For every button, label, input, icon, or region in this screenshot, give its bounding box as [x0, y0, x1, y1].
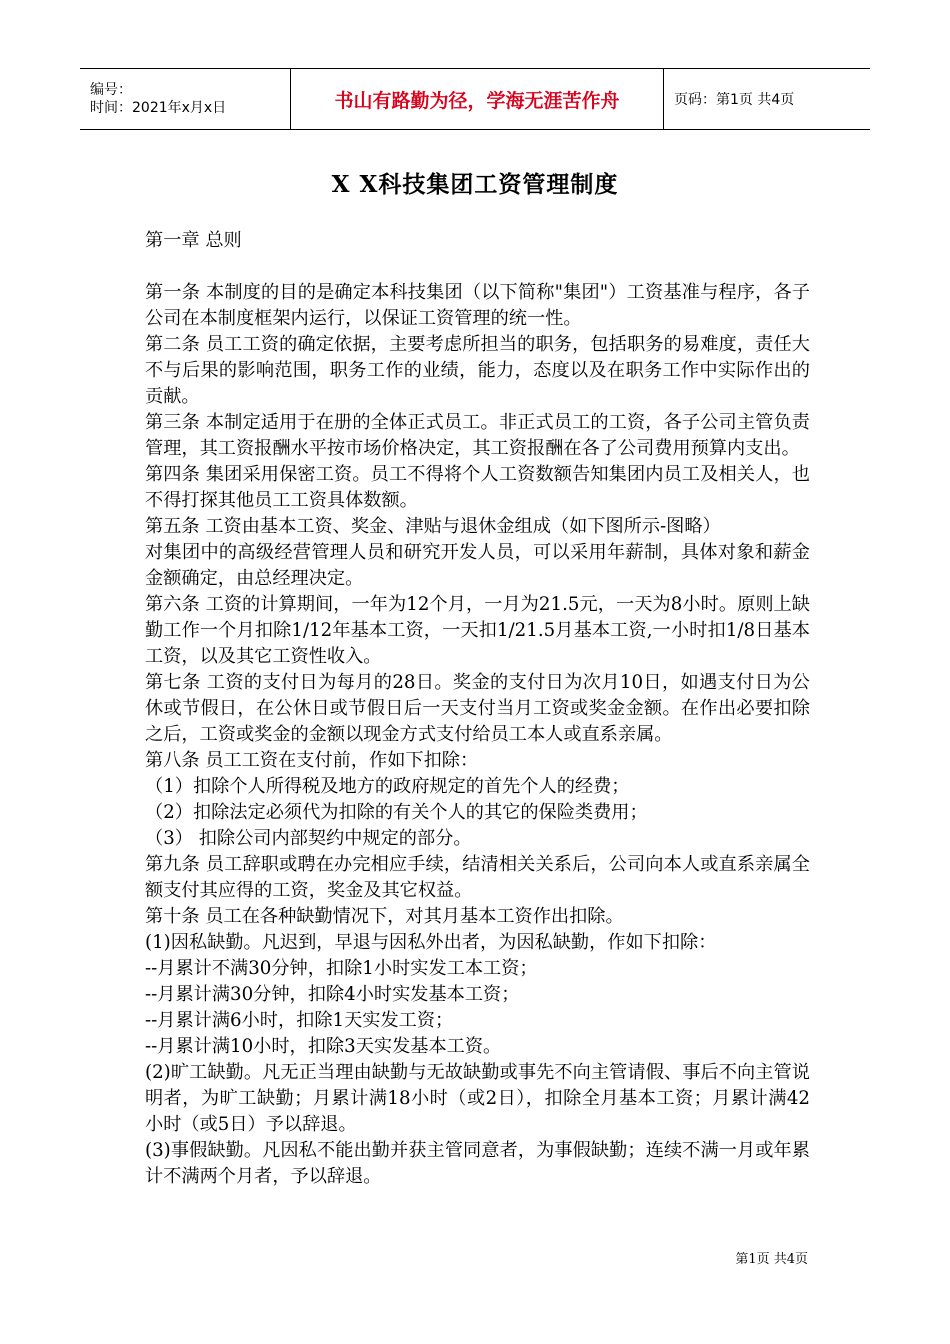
- paragraph: (1)因私缺勤。凡迟到，早退与因私外出者，为因私缺勤，作如下扣除：: [145, 932, 717, 953]
- paragraph: 第六条 工资的计算期间，一年为12个月，一月为21.5元，一天为8小时。原则上缺勤工作一个月扣除1/12年基本工资，一天扣1/21.5月基本工资,一小时扣1/8日基本工资，以及其它工资性收入。: [145, 594, 810, 667]
- document-body: [145, 228, 810, 1190]
- paragraph: 第四条 集团采用保密工资。员工不得将个人工资数额告知集团内员工及相关人，也不得打探其他员工工资具体数额。: [145, 464, 810, 511]
- chapter-heading: 第一章 总则: [145, 230, 242, 251]
- document-title: X X科技集团工资管理制度: [331, 171, 619, 198]
- list-item: --月累计不满30分钟，扣除1小时实发工本工资；: [145, 958, 538, 979]
- paragraph: 第二条 员工工资的确定依据，主要考虑所担当的职务，包括职务的易难度，责任大不与后果的影响范围，职务工作的业绩，能力，态度以及在职务工作中实际作出的贡献。: [145, 334, 810, 407]
- paragraph: 第八条 员工工资在支付前，作如下扣除：: [145, 750, 479, 771]
- list-item: （2）扣除法定必须代为扣除的有关个人的其它的保险类费用；: [145, 802, 648, 823]
- paragraph: 第三条 本制定适用于在册的全体正式员工。非正式员工的工资，各子公司主管负责管理，其工资报酬水平按市场价格决定，其工资报酬在各了公司费用预算内支出。: [145, 412, 810, 459]
- paragraph: (3)事假缺勤。凡因私不能出勤并获主管同意者，为事假缺勤；连续不满一月或年累计不满两个月者，予以辞退。: [145, 1140, 810, 1187]
- list-item: （3） 扣除公司内部契约中规定的部分。: [145, 828, 472, 849]
- paragraph: 对集团中的高级经营管理人员和研究开发人员，可以采用年薪制，具体对象和薪金金额确定，由总经理决定。: [145, 542, 810, 589]
- list-item: （1）扣除个人所得税及地方的政府规定的首先个人的经费；: [145, 776, 630, 797]
- paragraph: 第七条 工资的支付日为每月的28日。奖金的支付日为次月10日，如遇支付日为公休或节假日，在公休日或节假日后一天支付当月工资或奖金金额。在作出必要扣除之后，工资或奖金的金额以现金方式支付给员工本人或直系亲属。: [145, 672, 810, 745]
- motto: 书山有路勤为径，学海无涯苦作舟: [291, 69, 664, 129]
- paragraph: 第十条 员工在各种缺勤情况下，对其月基本工资作出扣除。: [145, 906, 624, 927]
- page-header: [80, 68, 870, 130]
- paragraph: 第一条 本制度的目的是确定本科技集团（以下简称"集团"）工资基准与程序，各子公司在本制度框架内运行，以保证工资管理的统一性。: [145, 282, 810, 329]
- paragraph: 第九条 员工辞职或聘在办完相应手续，结清相关关系后，公司向本人或直系亲属全额支付其应得的工资，奖金及其它权益。: [145, 854, 810, 901]
- header-page-info: 页码：第1页 共4页: [674, 92, 795, 108]
- page-footer: 第1页 共4页: [735, 1252, 808, 1267]
- paragraph: (2)旷工缺勤。凡无正当理由缺勤与无故缺勤或事先不向主管请假、事后不向主管说明者，为旷工缺勤；月累计满18小时（或2日），扣除全月基本工资；月累计满42小时（或5日）予以辞退。: [145, 1062, 810, 1135]
- list-item: --月累计满10小时，扣除3天实发基本工资。: [145, 1036, 502, 1057]
- list-item: --月累计满6小时，扣除1天实发工资；: [145, 1010, 454, 1031]
- code-label: 编号：: [90, 82, 132, 98]
- header-left-cell: [80, 69, 291, 129]
- paragraph: 第五条 工资由基本工资、奖金、津贴与退休金组成（如下图所示-图略）: [145, 516, 721, 537]
- time-label: 时间：2021年x月x日: [90, 100, 227, 116]
- list-item: --月累计满30分钟，扣除4小时实发基本工资；: [145, 984, 520, 1005]
